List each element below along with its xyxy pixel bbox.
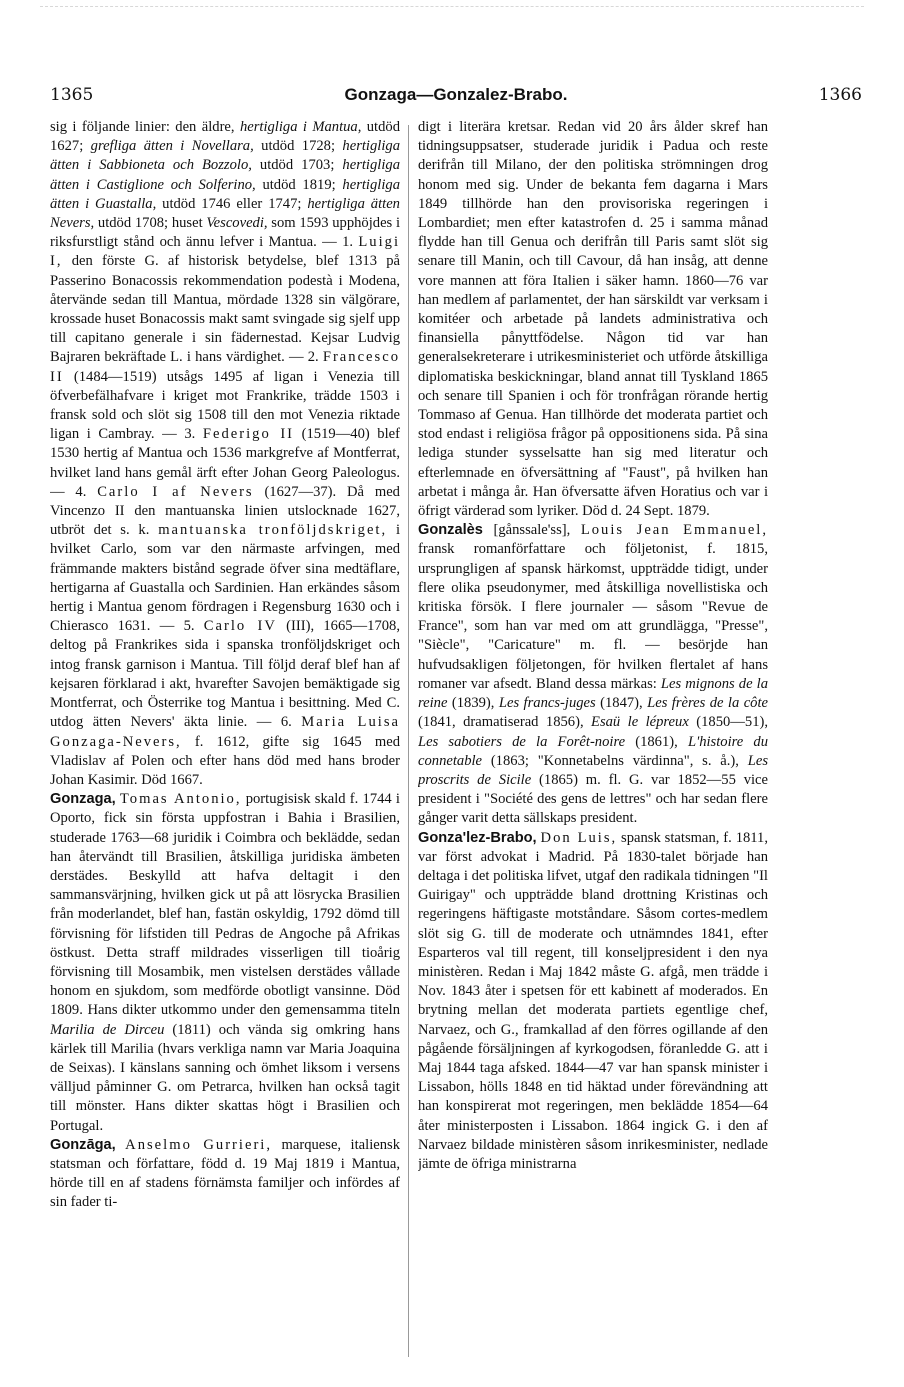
left-column [50, 118, 400, 1358]
entry-headword: Gonza'lez-Brabo, [418, 829, 537, 846]
entry-headword: Gonzalès [418, 522, 483, 539]
running-title: Gonzaga—Gonzalez-Brabo. [344, 85, 568, 104]
page-number-left: 1365 [50, 85, 94, 105]
entry-headword: Gonzaga, [50, 791, 116, 808]
right-column [418, 118, 768, 1358]
gonzaga-tomas-antonio-entry: Gonzaga, Tomas Antonio, portugisisk skald f. 1744 i Oporto, fick sin första uppfostran i Bahia i Brasilien, studerade 1763—68 juridik i Coimbra och beklädde, sedan han återvändt till Brasilien, åtskilliga juridiska ämbeten derstädes. Beskylld att hafva deltagit i den sammansvärjning, hvilken gick ut på att lösrycka Brasilien från moderlandet, blef han, fastän oskyldig, 1792 dömd till förvisning för lifstiden till Pedras de Angoche på Afrikas östkust. Detta straff mildrades visserligen till tioårig förvisning till Mosambik, men vistelsen derstädes vållade honom en sjukdom, som medförde obotligt vansinne. Död 1809. Hans dikter utkommo under den gemensamma titeln Marilia de Dirceu (1811) och vända sig omkring hans kärlek till Marilia (hvars verkliga namn var Maria Joaquina de Seixas). I känslans sanning och ömhet liksom i versens välljud påminner G. om Petrarca, hvilken han också tagit till mönster. Hans dikter skattas högt i Brasilien och Portugal. [50, 791, 400, 1134]
gonzaga-family-entry: sig i följande linier: den äldre, hertigliga i Mantua, utdöd 1627; grefliga ätten i Novellara, utdöd 1728; hertigliga ätten i Sabbioneta och Bozzolo, utdöd 1703; hertigliga ätten i Castiglione och Solferino, utdöd 1819; hertigliga ätten i Guastalla, utdöd 1746 eller 1747; hertigliga ätten Nevers, utdöd 1708; huset Vescovedi, som 1593 upphöjdes i riksfurstligt stånd och ännu lefver i Mantua. — 1. Luigi I, den förste G. af historisk betydelse, blef 1313 på Passerino Bonacossis rekommendation podestà i Modena, återvände sedan till Mantua, mördade 1328 sin välgörare, krossade huset Bonacossis makt samt svingade sig sjelf upp till capitano generale i sin fädernestad. Kejsar Ludvig Bajraren bekräftade L. i hans värdighet. — 2. Francesco II (1484—1519) utsågs 1495 af ligan i Venezia till öfverbefälhafvare i kriget mot Frankrike, trädde 1503 i fransk sold och slöt sig 1508 till den mot Venezia riktade ligan i Cambray. — 3. Federigo II (1519—40) blef 1530 hertig af Mantua och 1536 markgrefve af Montferrat, hvilket land hans gemål ärft efter Johan Georg Paleologus. — 4. Carlo I af Nevers (1627—37). Då med Vincenzo II den mantuanska linien utslocknade 1627, utbröt det s. k. mantuanska tronföljdskriget, i hvilket Carlo, som var den närmaste arfvingen, med främmande makters bistånd segrade öfver sina medtäflare, hertigarna af Guastalla och Sardinien. Han erkändes såsom hertig i Mantua genom fördragen i Regensburg 1630 och i Chierasco 1631. — 5. Carlo IV (III), 1665—1708, deltog på Frankrikes sida i spanska tronföljdskriget och intog fransk garnison i Mantua. Till följd deraf blef han af kejsaren förklarad i akt, hvarefter Savojen bemäktigade sig Montferrat, och Österrike tog Mantua i besittning. Med C. utdog ätten Nevers' äkta linie. — 6. Maria Luisa Gonzaga-Nevers, f. 1612, gifte sig 1645 med Vladislav af Polen och efter hans död med hans broder Johan Kasimir. Död 1667. [50, 119, 400, 788]
gonzaga-anselmo-continued: digt i literära kretsar. Redan vid 20 års ålder skref han tidningsuppsatser, studerade juridik i Padua och reste derifrån till Milano, der den politiska strömningen drog honom med sig. Under de bekanta fem dagarna i Mars 1849 tillhörde han den provisoriska regeringen i Lombardiet; men efter katastrofen d. 25 i samma månad flydde han till Genua och derifrån till Paris samt slöt sig senare till Manin, och till Cavour, då han insåg, att denne vore mannen att föra Italien i säker hamn. 1860—76 var han medlem af parlamentet, der han särskildt var verksam i komitéer och arbetade på landets administrativa och finansiella pånyttfödelse. Någon tid var han generalsekreterare i utrikesministeriet och utförde åtskilliga diplomatiska beskickningar, bland annat till Tyskland 1865 och senare till Spanien i och för tronfrågan rörande hertig Tommaso af Genua. Han tillhörde det moderata partiet och stod endast i religiösa frågor på oppositionens sida. På sina lediga stunder sysselsatte han sig med literatur och efterlemnade en öfversättning af "Faust", på hvilken han arbetat i många år. Han öfversatte äfven Horatius och var i öfrigt värderad som lyriker. Död d. 24 Sept. 1879. [418, 119, 768, 520]
column-divider [408, 125, 409, 1357]
entry-headword: Gonzāga, [50, 1136, 116, 1153]
page-top-rule [40, 6, 864, 7]
page-header [50, 85, 862, 113]
gonzales-entry: Gonzalès [gånssale'ss], Louis Jean Emmanuel, fransk romanförfattare och följetonist, f. 1815, ursprungligen af spansk härkomst, uppträdde tidigt, under flere olika pseudonymer, med åtskilliga novellistiska och kritiska försök. I flere journaler — såsom "Revue de France", som han var med om att grundlägga, "Presse", "Siècle", "Caricature" m. fl. — besörjde han hufvudsakligen följetongen, för hvilken flertalet af hans romaner var afsedt. Bland dessa märkas: Les mignons de la reine (1839), Les francs-juges (1847), Les frères de la côte (1841, dramatiserad 1856), Esaü le lépreux (1850—51), Les sabotiers de la Forêt-noire (1861), L'histoire du connetable (1863; "Konnetabelns värdinna", s. å.), Les proscrits de Sicile (1865) m. fl. G. var 1852—55 vice president i "Société des gens de lettres" och har sedan flere gånger varit detta sällskaps president. [418, 522, 768, 827]
gonzalez-brabo-entry: Gonza'lez-Brabo, Don Luis, spansk statsman, f. 1811, var först advokat i Madrid. På 1830-talet började han deltaga i det politiska lifvet, utgaf den radikala tidningen "Il Guirigay" och uppträdde bland drottning Kristinas och regeringens häftigaste motståndare. Såsom cortes-medlem slöt sig G. till de moderate och utnämndes 1841, efter Esparteros val till regent, till konseljpresident i den nya ministèren. Redan i Maj 1842 måste G. afgå, men trädde i Nov. 1843 åter i spetsen för ett kabinett af moderados. En brytning mellan det moderata partiets egentlige chef, Narvaez, och G., framkallad af den förres ogillande af den pågående försäljningen af kyrkogodsen, föranledde G. att i Maj 1844 taga afsked. 1844—47 var han spansk minister i Lissabon, hölls 1848 en tid häktad under förevändning att han konspirerat mot regeringen, men beklädde 1854—64 åter ministerposten i Lissabon. 1864 ingick G. i den af Narvaez bildade ministèren såsom inrikesminister, nedlade jämte de öfriga ministrarna [418, 829, 768, 1172]
gonzaga-anselmo-entry: Gonzāga, Anselmo Gurrieri, marquese, italiensk statsman och författare, född d. 19 Maj 1819 i Mantua, hörde till en af stadens förnämsta familjer och infördes af sin fader ti- [50, 1136, 400, 1211]
page-number-right: 1366 [818, 85, 862, 105]
